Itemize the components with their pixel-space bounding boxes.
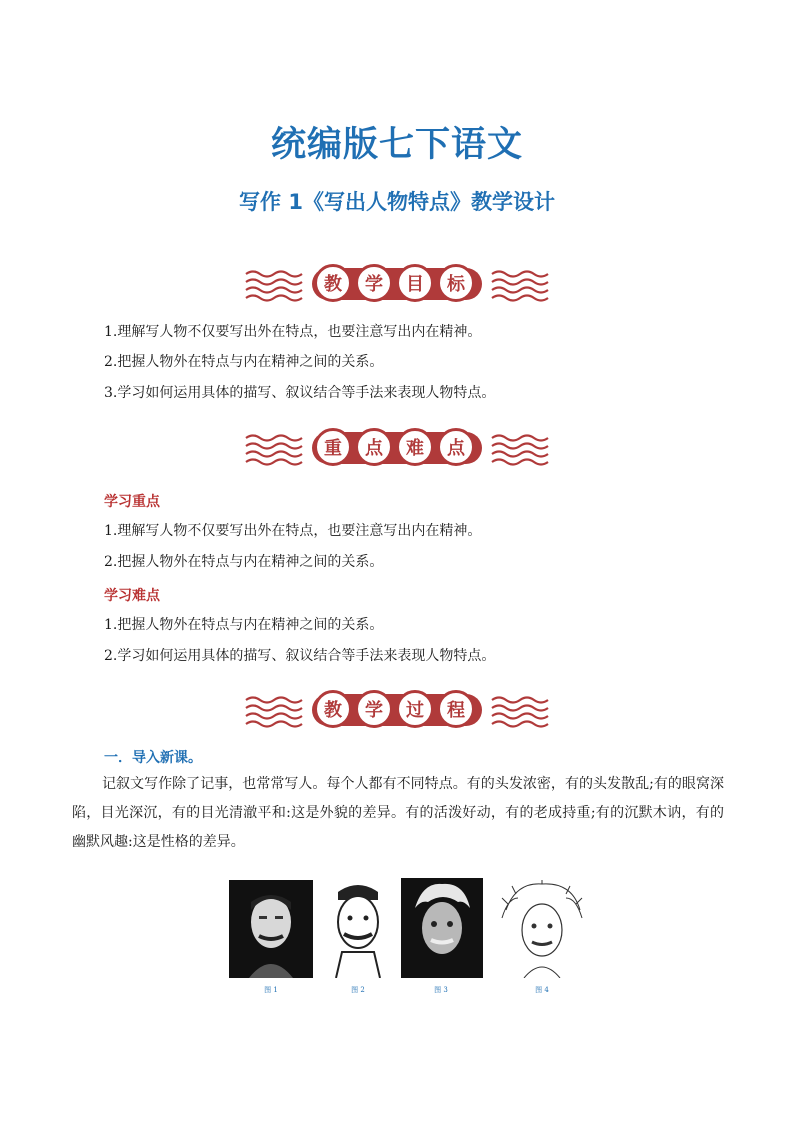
goal-item: 3.学习如何运用具体的描写、叙议结合等手法来表现人物特点。 <box>104 385 496 401</box>
figure-caption: 图 1 <box>264 986 278 994</box>
document-title: 统编版七下语文 <box>270 125 523 165</box>
banner-char: 重 <box>314 428 352 466</box>
figure-4-sketch <box>496 880 580 980</box>
figure-caption: 图 2 <box>351 986 365 994</box>
goal-item: 1.理解写人物不仅要写出外在特点，也要注意写出内在精神。 <box>104 324 482 340</box>
focus-heading: 学习重点 <box>104 494 160 510</box>
banner-char: 难 <box>396 428 434 466</box>
section-banner-process <box>240 686 554 734</box>
banner-char: 过 <box>396 690 434 728</box>
section-banner-goals <box>240 260 554 308</box>
intro-paragraph: 记叙文写作除了记事，也常常写人。每个人都有不同特点。有的头发浓密，有的头发散乱;有的眼窝深陷，目光深沉，有的目光清澈平和:这是外貌的差异。有的活泼好动，有的老成持重;有的沉默木讷，有的幽默风趣:这是性格的差异。 <box>72 776 724 850</box>
document-subtitle: 写作 1《写出人物特点》教学设计 <box>239 190 555 214</box>
figure-caption: 图 4 <box>535 986 549 994</box>
banner-char: 点 <box>355 428 393 466</box>
section-banner-keys <box>240 424 554 472</box>
banner-char: 教 <box>314 264 352 302</box>
banner-char: 学 <box>355 264 393 302</box>
banner-char: 点 <box>437 428 475 466</box>
figure-2-caricature <box>320 880 404 980</box>
figure-3-portrait <box>401 878 485 978</box>
banner-char: 程 <box>437 690 475 728</box>
banner-char: 学 <box>355 690 393 728</box>
banner-char: 标 <box>437 264 475 302</box>
focus-item: 1.理解写人物不仅要写出外在特点，也要注意写出内在精神。 <box>104 523 482 539</box>
difficulty-item: 1.把握人物外在特点与内在精神之间的关系。 <box>104 617 384 633</box>
banner-char: 教 <box>314 690 352 728</box>
difficulty-item: 2.学习如何运用具体的描写、叙议结合等手法来表现人物特点。 <box>104 648 496 664</box>
focus-item: 2.把握人物外在特点与内在精神之间的关系。 <box>104 554 384 570</box>
figure-caption: 图 3 <box>434 986 448 994</box>
difficulty-heading: 学习难点 <box>104 588 160 604</box>
goal-item: 2.把握人物外在特点与内在精神之间的关系。 <box>104 354 384 370</box>
figure-1-portrait <box>229 880 313 980</box>
banner-char: 目 <box>396 264 434 302</box>
step-heading: 一．导入新课。 <box>104 750 202 766</box>
